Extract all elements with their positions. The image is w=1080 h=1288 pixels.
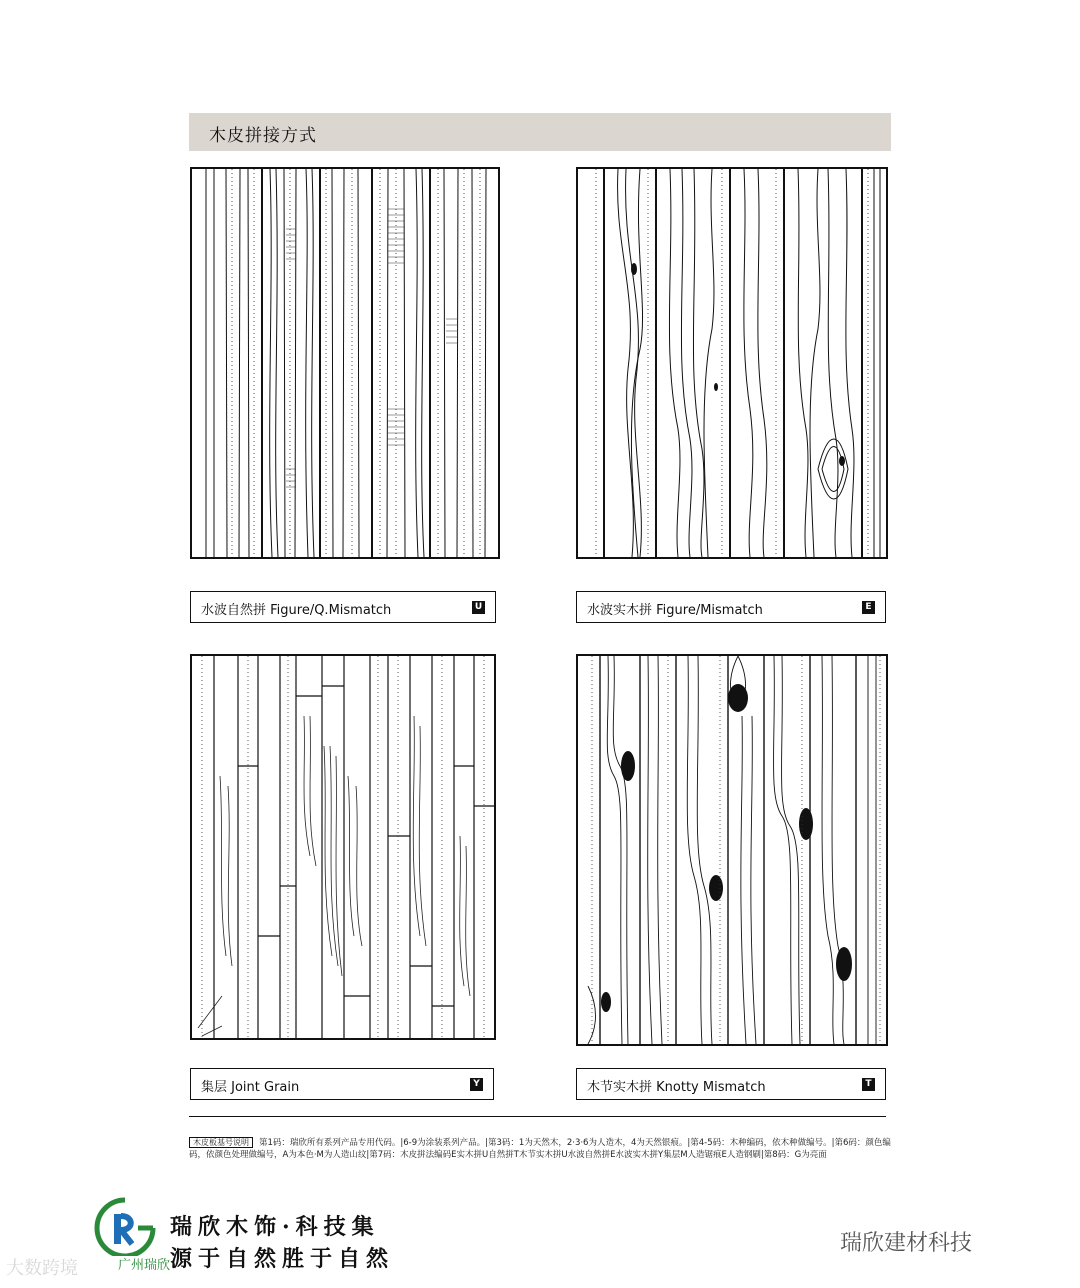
- caption-knotty-mismatch: [576, 1068, 886, 1100]
- logo-mark-icon: [92, 1196, 158, 1256]
- notes-tag: 木皮板基号说明: [189, 1137, 253, 1148]
- page-title: 木皮拼接方式: [209, 126, 317, 146]
- caption-label: 水波实木拼 Figure/Mismatch: [587, 603, 763, 618]
- slogan-line-1: 瑞欣木饰·科技集: [170, 1214, 380, 1240]
- watermark-right: 瑞欣建材科技: [840, 1231, 973, 1256]
- wood-grain-figure-q-mismatch: [192, 169, 498, 557]
- caption-label: 水波自然拼 Figure/Q.Mismatch: [201, 603, 392, 618]
- caption-figure-mismatch: [576, 591, 886, 623]
- caption-label: 木节实木拼 Knotty Mismatch: [587, 1080, 766, 1095]
- veneer-panel-joint-grain: [190, 654, 496, 1040]
- caption-label: 集层 Joint Grain: [201, 1080, 300, 1095]
- match-code-badge: U: [472, 601, 485, 614]
- watermark-left: 大数跨境: [6, 1258, 78, 1279]
- match-code-badge: Y: [470, 1078, 483, 1091]
- logo-name: 广州瑞欣: [118, 1258, 171, 1273]
- match-code-badge: E: [862, 601, 875, 614]
- wood-grain-knotty-mismatch: [578, 656, 886, 1044]
- veneer-panel-figure-mismatch: [576, 167, 888, 559]
- caption-joint-grain: [190, 1068, 494, 1100]
- section-header: [189, 113, 891, 151]
- code-notes: [189, 1137, 891, 1161]
- veneer-panel-knotty-mismatch: [576, 654, 888, 1046]
- wood-grain-joint-grain: [192, 656, 494, 1038]
- notes-text: 第1码：瑞欣所有系列产品专用代码。|6-9为涂装系列产品。|第3码：1为天然木，2·3·6为人造木，4为天然银痕。|第4-5码：木种编码，依木种做编号。|第6码：颜色编码，依颜色处理做编号，A为本色·M为人造山纹|第7码：木皮拼法编码E实木拼U自然拼T木节实木拼U水波自然拼E水波实木拼Y集层M人造锯痕E人造钢刷|第8码：G为亮面: [189, 1138, 891, 1160]
- wood-grain-figure-mismatch: [578, 169, 886, 557]
- match-code-badge: T: [862, 1078, 875, 1091]
- caption-figure-q-mismatch: [190, 591, 496, 623]
- divider: [189, 1116, 886, 1117]
- veneer-panel-figure-q-mismatch: [190, 167, 500, 559]
- slogan-line-2: 源于自然胜于自然: [170, 1246, 395, 1272]
